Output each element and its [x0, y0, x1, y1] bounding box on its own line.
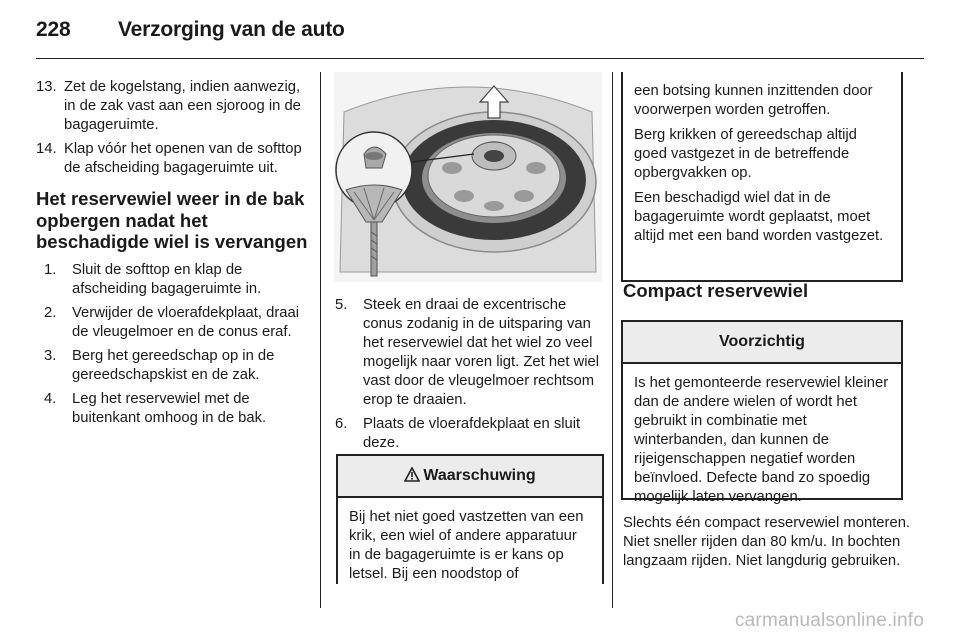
- step-number: 13.: [36, 79, 57, 95]
- warning-title: Waarschuwing: [423, 467, 536, 484]
- column-1: [36, 78, 308, 433]
- warning-header: [338, 456, 602, 498]
- caution-title: Voorzichtig: [623, 322, 901, 364]
- step-number: 14.: [36, 141, 57, 157]
- column-2: [335, 296, 607, 458]
- page-number: 228: [36, 18, 71, 41]
- step-number: 4.: [44, 390, 57, 407]
- page-title: Verzorging van de auto: [118, 18, 345, 41]
- step-number: 2.: [44, 304, 57, 321]
- step-text: Berg het gereedschap op in de gereedschapskist en de zak.: [72, 347, 275, 383]
- list-item: [36, 140, 308, 178]
- step-text: Klap vóór het openen van de softtop de afscheiding bagageruimte uit.: [64, 141, 302, 176]
- page-header: [36, 18, 345, 42]
- list-item: [335, 296, 607, 410]
- list-item: [36, 78, 308, 135]
- warning-text: Berg krikken of gereedschap altijd goed vastgezet in de betreffende opbergvakken op.: [634, 127, 857, 181]
- warning-text: Een beschadigd wiel dat in de bagageruimte wordt geplaatst, moet altijd met een band worden vastgezet.: [634, 190, 884, 244]
- column-divider-2: [612, 72, 613, 608]
- step-number: 6.: [335, 416, 348, 432]
- warning-box: [336, 454, 604, 584]
- list-item: [44, 304, 308, 342]
- step-text: Zet de kogelstang, indien aanwezig, in de zak vast aan een sjoroog in de bagageruimte.: [64, 79, 301, 133]
- warning-triangle-icon: [404, 458, 420, 498]
- watermark: carmanualsonline.info: [734, 610, 924, 631]
- header-divider: [36, 58, 924, 59]
- step-list: [335, 296, 607, 453]
- step-text: Verwijder de vloerafdekplaat, draai de vleugelmoer en de conus eraf.: [72, 304, 300, 340]
- step-list: [36, 261, 308, 428]
- step-text: Sluit de softtop en klap de afscheiding bagageruimte in.: [72, 261, 262, 297]
- caution-text: Is het gemonteerde reservewiel kleiner dan de andere wielen of wordt het gebruikt in combinatie met winterbanden, dan kunnen de rijeigenschappen negatief worden beïnvloed. Defecte band zo spoedig mogelijk laten vervangen.: [634, 375, 889, 505]
- step-number: 3.: [44, 347, 57, 364]
- step-list-top: [36, 78, 308, 178]
- list-item: [44, 390, 308, 428]
- warning-box-continued: [621, 72, 903, 282]
- step-text: Steek en draai de excentrische conus zodanig in de uitsparing van het reservewiel dat het wiel zo veel mogelijk naar voren ligt. Zet het wiel vast door de vleugelmoer rechtsom erop te draaien.: [363, 297, 600, 408]
- spare-wheel-illustration: [334, 72, 602, 282]
- list-item: [335, 415, 607, 453]
- body-paragraph: Slechts één compact reservewiel monteren. Niet sneller rijden dan 80 km/u. In bochten langzaam rijden. Niet langdurig gebruiken.: [623, 515, 911, 569]
- section-heading: Het reservewiel weer in de bak opbergen nadat het beschadigde wiel is vervangen: [36, 188, 308, 252]
- step-number: 1.: [44, 261, 57, 278]
- step-number: 5.: [335, 297, 348, 313]
- list-item: [44, 347, 308, 385]
- warning-text: een botsing kunnen inzittenden door voorwerpen worden getroffen.: [634, 83, 873, 118]
- caution-box: [621, 320, 903, 505]
- list-item: [44, 261, 308, 299]
- step-text: Leg het reservewiel met de buitenkant omhoog in de bak.: [72, 390, 267, 426]
- warning-text: Bij het niet goed vastzetten van een krik, een wiel of andere apparatuur in de bagageruimte is er kans op letsel. Bij een noodstop of: [349, 509, 584, 582]
- step-text: Plaats de vloerafdekplaat en sluit deze.: [363, 416, 581, 451]
- column-divider-1: [320, 72, 321, 608]
- section-heading: Compact reservewiel: [623, 280, 809, 301]
